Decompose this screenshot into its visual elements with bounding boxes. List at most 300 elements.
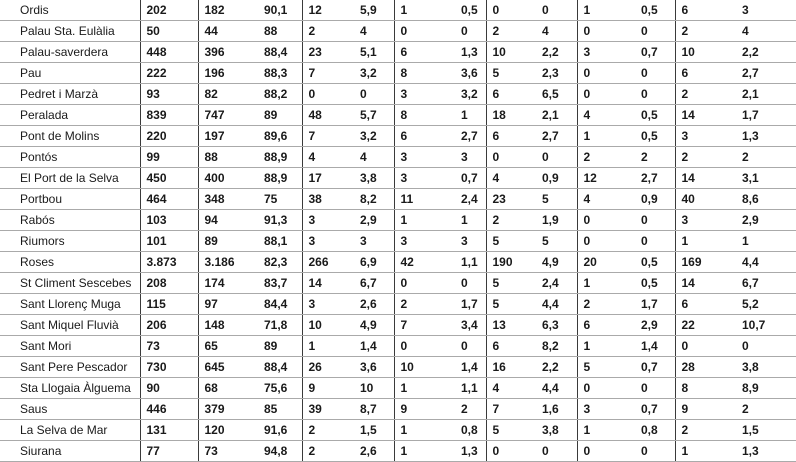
value-cell: 88 (198, 147, 258, 168)
value-cell: 1 (675, 441, 736, 462)
value-cell: 446 (140, 399, 198, 420)
value-cell: 1 (394, 420, 455, 441)
value-cell: 4,4 (736, 252, 796, 273)
value-cell: 208 (140, 273, 198, 294)
value-cell: 8,2 (354, 189, 394, 210)
value-cell: 3 (302, 231, 354, 252)
value-cell: 5,1 (354, 42, 394, 63)
value-cell: 6 (675, 294, 736, 315)
municipality-cell: Rabós (0, 210, 140, 231)
table-row (0, 42, 796, 63)
value-cell: 0 (486, 441, 536, 462)
value-cell: 0 (635, 378, 675, 399)
value-cell: 2,6 (354, 294, 394, 315)
table-row (0, 315, 796, 336)
table-row (0, 231, 796, 252)
value-cell: 14 (675, 168, 736, 189)
value-cell: 1,5 (354, 420, 394, 441)
municipality-cell: Sant Mori (0, 336, 140, 357)
value-cell: 4 (486, 378, 536, 399)
value-cell: 3,8 (354, 168, 394, 189)
value-cell: 0 (354, 84, 394, 105)
value-cell: 1,3 (736, 126, 796, 147)
value-cell: 2,9 (736, 210, 796, 231)
value-cell: 4 (354, 147, 394, 168)
value-cell: 0 (635, 210, 675, 231)
value-cell: 1 (394, 210, 455, 231)
municipality-cell: Ordis (0, 0, 140, 21)
value-cell: 2 (302, 441, 354, 462)
value-cell: 88,9 (258, 147, 302, 168)
value-cell: 3,8 (736, 357, 796, 378)
value-cell: 2 (675, 420, 736, 441)
value-cell: 0 (635, 441, 675, 462)
value-cell: 2 (455, 399, 486, 420)
municipality-cell: Siurana (0, 441, 140, 462)
value-cell: 1,1 (455, 252, 486, 273)
value-cell: 1 (394, 0, 455, 21)
value-cell: 2,7 (536, 126, 577, 147)
value-cell: 2 (486, 21, 536, 42)
value-cell: 1,1 (455, 378, 486, 399)
value-cell: 0,8 (635, 420, 675, 441)
value-cell: 2,9 (354, 210, 394, 231)
value-cell: 4,4 (536, 294, 577, 315)
value-cell: 88,2 (258, 84, 302, 105)
table-row (0, 84, 796, 105)
value-cell: 2 (675, 84, 736, 105)
value-cell: 91,6 (258, 420, 302, 441)
value-cell: 2,9 (635, 315, 675, 336)
table-row (0, 63, 796, 84)
value-cell: 0,7 (455, 168, 486, 189)
value-cell: 0 (577, 378, 635, 399)
value-cell: 1,6 (536, 399, 577, 420)
value-cell: 0 (577, 84, 635, 105)
value-cell: 4 (486, 168, 536, 189)
value-cell: 75,6 (258, 378, 302, 399)
value-cell: 0 (736, 336, 796, 357)
value-cell: 3 (394, 168, 455, 189)
municipality-cell: El Port de la Selva (0, 168, 140, 189)
value-cell: 3 (302, 210, 354, 231)
value-cell: 6,7 (354, 273, 394, 294)
value-cell: 0 (394, 336, 455, 357)
value-cell: 89 (258, 105, 302, 126)
value-cell: 450 (140, 168, 198, 189)
value-cell: 2 (302, 420, 354, 441)
value-cell: 2 (577, 147, 635, 168)
value-cell: 99 (140, 147, 198, 168)
value-cell: 3,4 (455, 315, 486, 336)
value-cell: 0 (577, 441, 635, 462)
value-cell: 26 (302, 357, 354, 378)
value-cell: 3,1 (736, 168, 796, 189)
value-cell: 8 (675, 378, 736, 399)
table-row (0, 252, 796, 273)
table-row (0, 21, 796, 42)
value-cell: 0,9 (635, 189, 675, 210)
value-cell: 0 (536, 147, 577, 168)
value-cell: 75 (258, 189, 302, 210)
value-cell: 2,2 (536, 357, 577, 378)
value-cell: 2,7 (736, 63, 796, 84)
value-cell: 97 (198, 294, 258, 315)
value-cell: 0,7 (635, 42, 675, 63)
value-cell: 120 (198, 420, 258, 441)
value-cell: 0 (536, 441, 577, 462)
value-cell: 4 (302, 147, 354, 168)
table-row (0, 105, 796, 126)
value-cell: 2,3 (536, 63, 577, 84)
value-cell: 88,3 (258, 63, 302, 84)
municipality-cell: Sta Llogaia Àlguema (0, 378, 140, 399)
value-cell: 1 (455, 105, 486, 126)
value-cell: 12 (302, 0, 354, 21)
table-row (0, 210, 796, 231)
value-cell: 206 (140, 315, 198, 336)
value-cell: 0,5 (635, 252, 675, 273)
value-cell: 2,7 (455, 126, 486, 147)
value-cell: 10 (394, 357, 455, 378)
value-cell: 2,6 (354, 441, 394, 462)
value-cell: 1 (394, 378, 455, 399)
municipality-cell: Pau (0, 63, 140, 84)
value-cell: 0 (577, 210, 635, 231)
table-row (0, 294, 796, 315)
value-cell: 9 (302, 378, 354, 399)
value-cell: 3,6 (354, 357, 394, 378)
value-cell: 5,2 (736, 294, 796, 315)
value-cell: 9 (675, 399, 736, 420)
value-cell: 73 (198, 441, 258, 462)
value-cell: 44 (198, 21, 258, 42)
value-cell: 0 (635, 84, 675, 105)
value-cell: 1 (675, 231, 736, 252)
value-cell: 2 (736, 147, 796, 168)
value-cell: 0 (635, 231, 675, 252)
value-cell: 400 (198, 168, 258, 189)
value-cell: 8 (394, 63, 455, 84)
value-cell: 2 (736, 399, 796, 420)
value-cell: 5 (536, 189, 577, 210)
value-cell: 0 (635, 21, 675, 42)
value-cell: 1 (455, 210, 486, 231)
value-cell: 148 (198, 315, 258, 336)
value-cell: 4 (577, 189, 635, 210)
value-cell: 197 (198, 126, 258, 147)
value-cell: 6 (486, 336, 536, 357)
value-cell: 4,9 (536, 252, 577, 273)
value-cell: 5 (577, 357, 635, 378)
value-cell: 7 (302, 63, 354, 84)
value-cell: 4 (536, 21, 577, 42)
table-row (0, 147, 796, 168)
value-cell: 448 (140, 42, 198, 63)
value-cell: 2,1 (536, 105, 577, 126)
value-cell: 18 (486, 105, 536, 126)
value-cell: 1,9 (536, 210, 577, 231)
value-cell: 83,7 (258, 273, 302, 294)
value-cell: 71,8 (258, 315, 302, 336)
value-cell: 6,9 (354, 252, 394, 273)
value-cell: 28 (675, 357, 736, 378)
value-cell: 3 (455, 147, 486, 168)
value-cell: 222 (140, 63, 198, 84)
table-row (0, 378, 796, 399)
value-cell: 3,8 (536, 420, 577, 441)
value-cell: 0 (577, 21, 635, 42)
municipality-cell: Sant Miquel Fluvià (0, 315, 140, 336)
value-cell: 2 (635, 147, 675, 168)
value-cell: 88 (258, 21, 302, 42)
value-cell: 1 (302, 336, 354, 357)
value-cell: 8,6 (736, 189, 796, 210)
value-cell: 6 (486, 126, 536, 147)
value-cell: 0 (455, 21, 486, 42)
value-cell: 6,7 (736, 273, 796, 294)
value-cell: 0 (394, 273, 455, 294)
value-cell: 1,3 (736, 441, 796, 462)
value-cell: 3 (394, 231, 455, 252)
value-cell: 1,3 (455, 441, 486, 462)
value-cell: 2,7 (635, 168, 675, 189)
value-cell: 1 (394, 441, 455, 462)
value-cell: 88,4 (258, 357, 302, 378)
value-cell: 348 (198, 189, 258, 210)
value-cell: 17 (302, 168, 354, 189)
value-cell: 85 (258, 399, 302, 420)
value-cell: 3 (675, 210, 736, 231)
value-cell: 84,4 (258, 294, 302, 315)
value-cell: 1,7 (455, 294, 486, 315)
value-cell: 6 (675, 63, 736, 84)
value-cell: 220 (140, 126, 198, 147)
value-cell: 0 (302, 84, 354, 105)
value-cell: 10,7 (736, 315, 796, 336)
value-cell: 8 (394, 105, 455, 126)
value-cell: 39 (302, 399, 354, 420)
value-cell: 1 (736, 231, 796, 252)
value-cell: 2,2 (536, 42, 577, 63)
value-cell: 9 (394, 399, 455, 420)
value-cell: 10 (354, 378, 394, 399)
value-cell: 2 (486, 210, 536, 231)
value-cell: 6 (486, 84, 536, 105)
value-cell: 4,9 (354, 315, 394, 336)
value-cell: 89 (198, 231, 258, 252)
table-row (0, 273, 796, 294)
value-cell: 0,8 (455, 420, 486, 441)
municipality-cell: Portbou (0, 189, 140, 210)
value-cell: 0 (455, 273, 486, 294)
municipality-cell: Pontós (0, 147, 140, 168)
value-cell: 0 (536, 0, 577, 21)
value-cell: 10 (675, 42, 736, 63)
value-cell: 10 (486, 42, 536, 63)
value-cell: 0 (675, 336, 736, 357)
value-cell: 1,3 (455, 42, 486, 63)
value-cell: 82 (198, 84, 258, 105)
value-cell: 1 (577, 0, 635, 21)
value-cell: 2 (675, 147, 736, 168)
value-cell: 6,3 (536, 315, 577, 336)
municipality-cell: Palau-saverdera (0, 42, 140, 63)
value-cell: 2,1 (736, 84, 796, 105)
value-cell: 10 (302, 315, 354, 336)
value-cell: 11 (394, 189, 455, 210)
value-cell: 0,5 (635, 0, 675, 21)
value-cell: 94,8 (258, 441, 302, 462)
value-cell: 6,5 (536, 84, 577, 105)
value-cell: 16 (486, 357, 536, 378)
value-cell: 14 (675, 105, 736, 126)
value-cell: 2,4 (455, 189, 486, 210)
value-cell: 77 (140, 441, 198, 462)
value-cell: 6 (394, 126, 455, 147)
value-cell: 93 (140, 84, 198, 105)
value-cell: 5 (486, 231, 536, 252)
municipality-cell: Peralada (0, 105, 140, 126)
municipality-cell: Pont de Molins (0, 126, 140, 147)
value-cell: 3,2 (455, 84, 486, 105)
municipality-cell: Roses (0, 252, 140, 273)
value-cell: 73 (140, 336, 198, 357)
value-cell: 379 (198, 399, 258, 420)
value-cell: 1 (577, 336, 635, 357)
value-cell: 645 (198, 357, 258, 378)
municipality-cell: Pedret i Marzà (0, 84, 140, 105)
value-cell: 94 (198, 210, 258, 231)
table-row (0, 336, 796, 357)
value-cell: 0,9 (536, 168, 577, 189)
municipality-cell: Palau Sta. Eulàlia (0, 21, 140, 42)
value-cell: 3 (577, 42, 635, 63)
value-cell: 5 (536, 231, 577, 252)
value-cell: 0 (486, 0, 536, 21)
value-cell: 839 (140, 105, 198, 126)
value-cell: 2 (577, 294, 635, 315)
table-row (0, 357, 796, 378)
value-cell: 3.873 (140, 252, 198, 273)
value-cell: 1,4 (455, 357, 486, 378)
value-cell: 13 (486, 315, 536, 336)
value-cell: 3,2 (354, 126, 394, 147)
value-cell: 68 (198, 378, 258, 399)
value-cell: 89 (258, 336, 302, 357)
value-cell: 38 (302, 189, 354, 210)
value-cell: 169 (675, 252, 736, 273)
value-cell: 7 (302, 126, 354, 147)
table-row (0, 126, 796, 147)
value-cell: 4 (577, 105, 635, 126)
value-cell: 464 (140, 189, 198, 210)
value-cell: 0 (486, 147, 536, 168)
value-cell: 91,3 (258, 210, 302, 231)
value-cell: 3 (354, 231, 394, 252)
table-row (0, 0, 796, 21)
value-cell: 5,9 (354, 0, 394, 21)
value-cell: 1 (577, 126, 635, 147)
value-cell: 5 (486, 63, 536, 84)
value-cell: 23 (302, 42, 354, 63)
value-cell: 6 (577, 315, 635, 336)
value-cell: 730 (140, 357, 198, 378)
value-cell: 3 (302, 294, 354, 315)
value-cell: 174 (198, 273, 258, 294)
value-cell: 3.186 (198, 252, 258, 273)
value-cell: 14 (302, 273, 354, 294)
value-cell: 196 (198, 63, 258, 84)
value-cell: 5,7 (354, 105, 394, 126)
value-cell: 1,4 (354, 336, 394, 357)
value-cell: 5 (486, 420, 536, 441)
value-cell: 2 (302, 21, 354, 42)
value-cell: 0,5 (635, 126, 675, 147)
municipality-cell: Sant Pere Pescador (0, 357, 140, 378)
value-cell: 5 (486, 273, 536, 294)
value-cell: 0 (394, 21, 455, 42)
value-cell: 0,7 (635, 357, 675, 378)
table-row (0, 168, 796, 189)
value-cell: 7 (394, 315, 455, 336)
value-cell: 101 (140, 231, 198, 252)
value-cell: 0,5 (635, 273, 675, 294)
value-cell: 3 (675, 126, 736, 147)
value-cell: 12 (577, 168, 635, 189)
value-cell: 1 (577, 420, 635, 441)
value-cell: 8,2 (536, 336, 577, 357)
value-cell: 4 (736, 21, 796, 42)
value-cell: 396 (198, 42, 258, 63)
value-cell: 65 (198, 336, 258, 357)
value-cell: 40 (675, 189, 736, 210)
value-cell: 103 (140, 210, 198, 231)
table-row (0, 189, 796, 210)
value-cell: 1,7 (736, 105, 796, 126)
value-cell: 131 (140, 420, 198, 441)
value-cell: 3 (736, 0, 796, 21)
value-cell: 115 (140, 294, 198, 315)
value-cell: 3 (577, 399, 635, 420)
value-cell: 22 (675, 315, 736, 336)
value-cell: 1,7 (635, 294, 675, 315)
value-cell: 202 (140, 0, 198, 21)
value-cell: 3 (394, 147, 455, 168)
value-cell: 48 (302, 105, 354, 126)
value-cell: 50 (140, 21, 198, 42)
value-cell: 42 (394, 252, 455, 273)
value-cell: 88,9 (258, 168, 302, 189)
value-cell: 0,7 (635, 399, 675, 420)
table-row (0, 399, 796, 420)
value-cell: 2,4 (536, 273, 577, 294)
value-cell: 23 (486, 189, 536, 210)
value-cell: 747 (198, 105, 258, 126)
value-cell: 3,6 (455, 63, 486, 84)
value-cell: 14 (675, 273, 736, 294)
value-cell: 0 (455, 336, 486, 357)
table-row (0, 420, 796, 441)
municipality-cell: Riumors (0, 231, 140, 252)
value-cell: 88,4 (258, 42, 302, 63)
value-cell: 90,1 (258, 0, 302, 21)
value-cell: 8,7 (354, 399, 394, 420)
municipality-cell: La Selva de Mar (0, 420, 140, 441)
value-cell: 82,3 (258, 252, 302, 273)
value-cell: 1 (577, 273, 635, 294)
value-cell: 190 (486, 252, 536, 273)
